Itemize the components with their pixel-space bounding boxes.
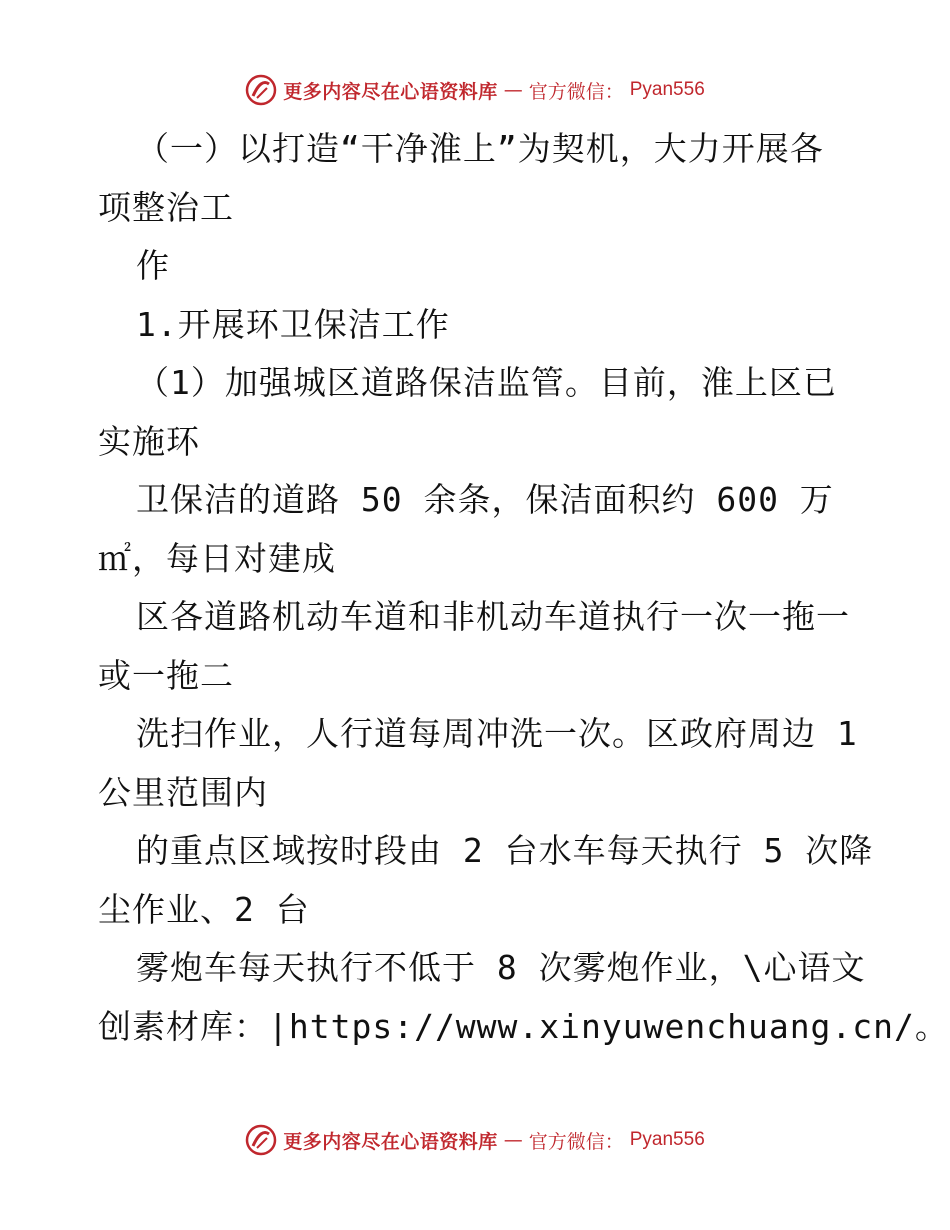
document-body	[98, 120, 949, 1056]
banner-wechat-id: Pyan556	[629, 79, 705, 100]
paragraph-line: 或一拖二	[98, 655, 234, 695]
banner-text: 更多内容尽在心语资料库	[283, 1130, 498, 1153]
paragraph-line: 区各道路机动车道和非机动车道执行一次一拖一	[136, 597, 850, 636]
paragraph-line: 雾炮车每天执行不低于 8 次雾炮作业，\心语文	[136, 948, 866, 987]
paragraph-line: 的重点区域按时段由 2 台水车每天执行 5 次降	[136, 831, 874, 870]
banner-wechat-label: 官方微信：	[528, 1130, 624, 1153]
paragraph-line: 公里范围内	[98, 772, 268, 812]
paragraph-line: 实施环	[98, 421, 200, 461]
paragraph-line: 作	[136, 246, 170, 285]
banner-dash: —	[503, 79, 523, 101]
paragraph-line: ㎡，每日对建成	[98, 538, 336, 578]
paragraph-line: （1）加强城区道路保洁监管。目前，淮上区已	[136, 363, 837, 402]
footer-banner	[0, 1120, 950, 1160]
banner-wechat-label: 官方微信：	[528, 80, 624, 103]
header-banner	[0, 70, 950, 110]
paragraph-line: 洗扫作业，人行道每周冲洗一次。区政府周边 1	[136, 714, 858, 753]
paragraph-line: 卫保洁的道路 50 余条，保洁面积约 600 万	[136, 480, 834, 519]
banner-wechat-id: Pyan556	[629, 1129, 705, 1150]
banner-text: 更多内容尽在心语资料库	[283, 80, 498, 103]
paragraph-line: （一）以打造“干净淮上”为契机，大力开展各	[136, 129, 824, 168]
paragraph-line: 创素材库：|https://www.xinyuwenchuang.cn/。	[98, 1006, 949, 1046]
banner-dash: —	[503, 1129, 523, 1151]
brand-logo-icon	[245, 74, 277, 106]
paragraph-line: 尘作业、2 台	[98, 889, 310, 929]
paragraph-line: 项整治工	[98, 187, 234, 227]
brand-logo-icon	[245, 1124, 277, 1156]
section-heading: 1.开展环卫保洁工作	[136, 304, 450, 344]
